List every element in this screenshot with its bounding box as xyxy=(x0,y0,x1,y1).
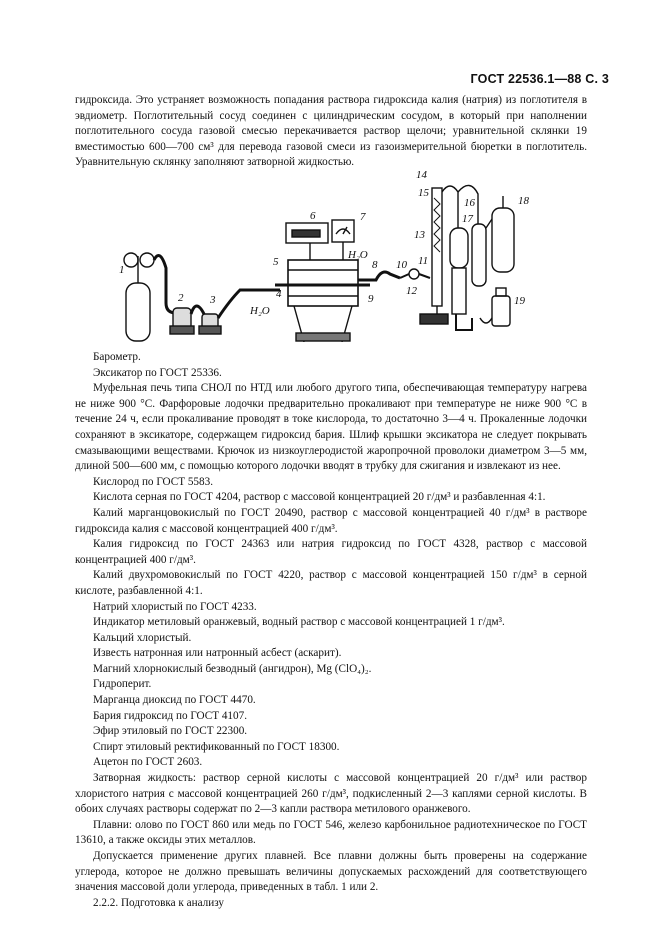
para-sealing-liquid: Затворная жидкость: раствор серной кислоты с массовой концентрацией 20 г/дм³ или раствор хлористого натрия с массовой концентрацией 260 г/дм³, подкисленный 2—3 каплями серной кислоты. В обоих случаях растворы содержат по 2—3 капли раствора метилового оранжевого. xyxy=(75,772,587,816)
para-ethanol: Спирт этиловый ректификованный по ГОСТ 18300. xyxy=(93,740,340,753)
label-2: 2 xyxy=(178,292,184,304)
label-6: 6 xyxy=(310,210,316,222)
para-sodium-chloride: Натрий хлористый по ГОСТ 4233. xyxy=(93,600,257,613)
label-19: 19 xyxy=(514,295,525,307)
temperature-controller xyxy=(286,223,328,260)
label-17: 17 xyxy=(462,213,473,225)
label-5: 5 xyxy=(273,256,279,268)
para-barometer: Барометр. xyxy=(93,351,141,363)
label-13: 13 xyxy=(414,229,425,241)
para-permanganate: Калий марганцовокислый по ГОСТ 20490, раствор с массовой концентрацией 40 г/дм³ в растворе гидроксида калия с массовой концентрацией 400 г/дм³. xyxy=(75,506,587,535)
para-sulfuric-acid: Кислота серная по ГОСТ 4204, раствор с массовой концентрацией 20 г/дм³ и разбавленная 4:1. xyxy=(93,491,546,504)
cylindrical-vessel xyxy=(492,196,514,272)
intro-paragraph xyxy=(75,93,587,171)
para-barium-hydroxide: Бария гидроксид по ГОСТ 4107. xyxy=(93,709,248,722)
label-3: 3 xyxy=(210,294,216,306)
label-11: 11 xyxy=(418,255,429,267)
label-8: 8 xyxy=(372,259,378,271)
page-header: ГОСТ 22536.1—88 С. 3 xyxy=(470,72,609,86)
para-soda-lime: Известь натронная или натронный асбест (аскарит). xyxy=(93,647,342,660)
label-12: 12 xyxy=(406,285,417,297)
para-indicator: Индикатор метиловый оранжевый, водный раствор с массовой концентрацией 1 г/дм³. xyxy=(93,616,505,629)
label-10: 10 xyxy=(396,259,407,271)
h2o-label-bottom: H₂O xyxy=(250,305,270,317)
para-acetone: Ацетон по ГОСТ 2603. xyxy=(93,756,203,769)
para-fluxes: Плавни: олово по ГОСТ 860 или медь по ГОСТ 546, железо карбонильное радиотехническое по ГОСТ 13610, а также оксиды этих металлов. xyxy=(75,818,587,847)
para-dichromate: Калий двухромовокислый по ГОСТ 4220, раствор с массовой концентрацией 150 г/дм³ в серной кислоте, разбавленной 4:1. xyxy=(75,569,587,597)
para-other-fluxes: Допускается применение других плавней. Все плавни должны быть проверены на содержание углерода, которое не должно превышать величины допускаемых расхождений для соответствующего значения массовой доли углерода, приведенных в табл. 1 или 2. xyxy=(75,850,587,894)
label-15: 15 xyxy=(418,187,429,199)
label-14: 14 xyxy=(416,169,427,181)
label-4: 4 xyxy=(276,288,282,300)
oxygen-cylinder xyxy=(124,253,154,341)
para-oxygen: Кислород по ГОСТ 5583. xyxy=(93,475,213,488)
apparatus-figure xyxy=(100,168,540,342)
para-magnesium-perchlorate: Магний хлорнокислый безводный (ангидрон), Mg (ClO₄)₂. xyxy=(93,662,372,675)
para-manganese-dioxide: Марганца диоксид по ГОСТ 4470. xyxy=(93,694,256,707)
label-1: 1 xyxy=(119,264,125,276)
label-9: 9 xyxy=(368,293,374,305)
h2o-label-top: H₂O xyxy=(348,249,368,261)
para-desiccator: Эксикатор по ГОСТ 25336. xyxy=(93,366,222,379)
label-18: 18 xyxy=(518,195,529,207)
muffle-furnace xyxy=(275,260,370,342)
para-ether: Эфир этиловый по ГОСТ 22300. xyxy=(93,725,248,738)
intro-text: гидроксида. Это устраняет возможность попадания раствора гидроксида калия (натрия) из поглотителя в эвдиометр. Поглотительный сосуд соединен с цилиндрическим сосудом, в который при наполнении поглотительного сосуда газовой смесью перекачивается раствор щелочи; уравнительной склянки 19 вместимостью 600—700 см³ для перевода газовой смеси из газоизмерительной бюретки в поглотитель. Уравнительную склянку заполняют затворной жидкостью. xyxy=(75,94,587,169)
para-furnace: Муфельная печь типа СНОЛ по НТД или любого другого типа, обеспечивающая температуру нагрева не ниже 900 °С. Фарфоровые лодочки предварительно прокаливают при температуре не ниже 900 °С в течение 24 ч, если прокаливание проводят в токе кислорода, то достаточно 3—4 ч. Прокаленные лодочки сохраняют в эксикаторе, содержащем гидроксид бария. Шлиф крышки эксикатора не следует покрывать смазывающими веществами. Крючок из низкоуглеродистой жаропрочной проволоки диаметром 3—5 мм, длиной 500—600 мм, с помощью которого лодочки вводят в трубку для сжигания и извлекают из нее. xyxy=(75,382,587,473)
label-16: 16 xyxy=(464,197,475,209)
para-calcium-chloride: Кальций хлористый. xyxy=(93,631,192,644)
section-heading-2-2-2: 2.2.2. Подготовка к анализу xyxy=(93,896,225,909)
label-7: 7 xyxy=(360,211,366,223)
body-text xyxy=(75,350,587,911)
para-hydroxide: Калия гидроксид по ГОСТ 24363 или натрия гидроксид по ГОСТ 4328, раствор с массовой концентрацией 400 г/дм³. xyxy=(75,538,587,566)
levelling-bottle xyxy=(480,288,510,326)
para-hydroperite: Гидроперит. xyxy=(93,678,152,691)
